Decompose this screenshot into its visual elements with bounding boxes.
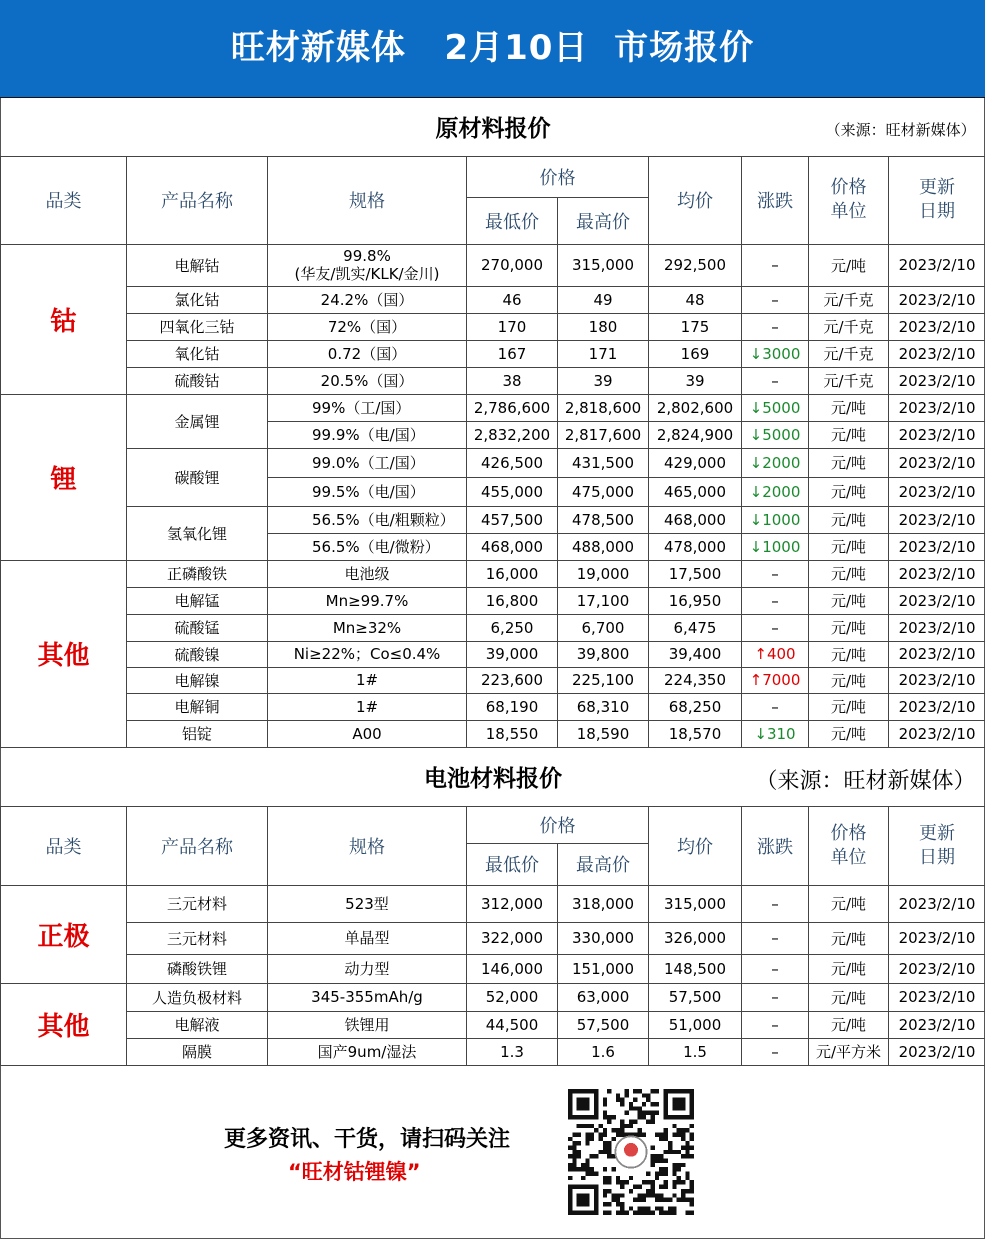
max-price: 57,500 [558,1011,649,1038]
spec-cell: 国产9um/湿法 [268,1038,467,1065]
price-change: – [742,922,809,954]
spec-cell: 1# [268,667,467,693]
update-date: 2023/2/10 [889,885,985,922]
product-name: 氧化钴 [127,340,268,367]
price-unit: 元/平方米 [809,1038,889,1065]
max-price: 315,000 [558,244,649,286]
raw-source: （来源：旺材新媒体） [825,121,976,139]
price-unit: 元/吨 [809,922,889,954]
min-price: 455,000 [467,477,558,506]
min-price: 468,000 [467,533,558,560]
table-row [1,286,985,313]
spec-cell: 铁锂用 [268,1011,467,1038]
avg-price: 48 [649,286,742,313]
avg-price: 169 [649,340,742,367]
header-category: 品类 [1,156,127,244]
price-unit: 元/吨 [809,448,889,477]
min-price: 38 [467,367,558,394]
spec-cell: A00 [268,720,467,747]
price-change: – [742,983,809,1011]
max-price: 318,000 [558,885,649,922]
price-unit: 元/千克 [809,367,889,394]
max-price: 225,100 [558,667,649,693]
avg-price: 468,000 [649,506,742,533]
min-price: 39,000 [467,641,558,667]
table-row [1,954,985,983]
update-date: 2023/2/10 [889,587,985,614]
price-change: – [742,1011,809,1038]
update-date: 2023/2/10 [889,506,985,533]
update-date: 2023/2/10 [889,367,985,394]
product-name: 氢氧化锂 [127,506,268,560]
header-change: 涨跌 [742,806,809,885]
product-name: 碳酸锂 [127,448,268,506]
header-price: 价格 [467,156,649,197]
update-date: 2023/2/10 [889,667,985,693]
update-date: 2023/2/10 [889,560,985,587]
min-price: 426,500 [467,448,558,477]
min-price: 223,600 [467,667,558,693]
max-price: 68,310 [558,693,649,720]
price-unit: 元/千克 [809,340,889,367]
battery-source: （来源：旺材新媒体） [755,769,976,794]
header-max: 最高价 [558,843,649,885]
min-price: 322,000 [467,922,558,954]
price-unit: 元/吨 [809,885,889,922]
spec-cell: 99.0%（工/国） [268,448,467,477]
price-unit: 元/吨 [809,983,889,1011]
price-change: ↓5000 [742,421,809,448]
spec-cell: 99%（工/国） [268,394,467,421]
product-name: 氯化钴 [127,286,268,313]
table-row [1,922,985,954]
update-date: 2023/2/10 [889,340,985,367]
category-label: 其他 [1,560,127,747]
table-row [1,587,985,614]
price-unit: 元/吨 [809,587,889,614]
header-spec: 规格 [268,156,467,244]
price-change: – [742,367,809,394]
spec-cell: 72%（国） [268,313,467,340]
min-price: 270,000 [467,244,558,286]
price-change: ↑400 [742,641,809,667]
header-max: 最高价 [558,197,649,244]
spec-cell: 0.72（国） [268,340,467,367]
max-price: 2,818,600 [558,394,649,421]
price-change: ↓5000 [742,394,809,421]
header-avg: 均价 [649,806,742,885]
min-price: 52,000 [467,983,558,1011]
avg-price: 57,500 [649,983,742,1011]
update-date: 2023/2/10 [889,641,985,667]
avg-price: 429,000 [649,448,742,477]
table-row [1,313,985,340]
update-date: 2023/2/10 [889,394,985,421]
battery-section-title: 电池材料报价 [424,765,563,792]
max-price: 17,100 [558,587,649,614]
price-unit: 元/吨 [809,641,889,667]
price-change: – [742,560,809,587]
price-unit: 元/吨 [809,477,889,506]
page-title: 旺材新媒体 2月10日 市场报价 [230,28,755,68]
avg-price: 39,400 [649,641,742,667]
product-name: 三元材料 [127,885,268,922]
product-name: 隔膜 [127,1038,268,1065]
price-unit: 元/吨 [809,560,889,587]
table-row [1,1038,985,1065]
avg-price: 315,000 [649,885,742,922]
min-price: 16,000 [467,560,558,587]
max-price: 49 [558,286,649,313]
category-label: 其他 [1,983,127,1065]
avg-price: 1.5 [649,1038,742,1065]
spec-cell: 345-355mAh/g [268,983,467,1011]
table-row [1,983,985,1011]
min-price: 18,550 [467,720,558,747]
max-price: 39 [558,367,649,394]
min-price: 1.3 [467,1038,558,1065]
update-date: 2023/2/10 [889,533,985,560]
raw-material-table [0,97,985,748]
price-change: – [742,587,809,614]
update-date: 2023/2/10 [889,614,985,641]
price-unit: 元/吨 [809,244,889,286]
product-name: 电解液 [127,1011,268,1038]
avg-price: 224,350 [649,667,742,693]
price-change: ↓3000 [742,340,809,367]
price-change: – [742,885,809,922]
price-change: – [742,313,809,340]
avg-price: 17,500 [649,560,742,587]
product-name: 硫酸镍 [127,641,268,667]
table-row [1,560,985,587]
header-spec: 规格 [268,806,467,885]
table-row [1,244,985,286]
header-bar [0,0,985,98]
min-price: 167 [467,340,558,367]
min-price: 2,786,600 [467,394,558,421]
update-date: 2023/2/10 [889,922,985,954]
update-date: 2023/2/10 [889,244,985,286]
table-row [1,667,985,693]
spec-cell: 99.9%（电/国） [268,421,467,448]
max-price: 39,800 [558,641,649,667]
avg-price: 39 [649,367,742,394]
product-name: 铝锭 [127,720,268,747]
max-price: 2,817,600 [558,421,649,448]
table-row [1,340,985,367]
price-unit: 元/吨 [809,720,889,747]
price-change: ↓2000 [742,448,809,477]
update-date: 2023/2/10 [889,720,985,747]
category-label: 锂 [1,394,127,560]
min-price: 44,500 [467,1011,558,1038]
price-unit: 元/吨 [809,533,889,560]
price-change: ↑7000 [742,667,809,693]
spec-cell: Mn≥32% [268,614,467,641]
header-product: 产品名称 [127,806,268,885]
max-price: 431,500 [558,448,649,477]
header-product: 产品名称 [127,156,268,244]
avg-price: 148,500 [649,954,742,983]
price-unit: 元/吨 [809,394,889,421]
spec-cell: 动力型 [268,954,467,983]
product-name: 磷酸铁锂 [127,954,268,983]
footer-account-name: “旺材钴锂镍” [288,1160,421,1184]
price-unit: 元/吨 [809,1011,889,1038]
header-change: 涨跌 [742,156,809,244]
update-date: 2023/2/10 [889,1038,985,1065]
min-price: 68,190 [467,693,558,720]
header-unit: 价格 单位 [809,156,889,244]
spec-cell: 20.5%（国） [268,367,467,394]
avg-price: 326,000 [649,922,742,954]
max-price: 330,000 [558,922,649,954]
raw-section-title: 原材料报价 [435,115,551,142]
spec-cell: 电池级 [268,560,467,587]
spec-cell: 99.5%（电/国） [268,477,467,506]
spec-cell: 99.8% (华友/凯实/KLK/金川) [268,244,467,286]
avg-price: 6,475 [649,614,742,641]
max-price: 488,000 [558,533,649,560]
header-min: 最低价 [467,843,558,885]
header-category: 品类 [1,806,127,885]
price-change: ↓1000 [742,506,809,533]
raw-section-title-cell [1,97,985,156]
table-row [1,720,985,747]
avg-price: 478,000 [649,533,742,560]
category-label: 正极 [1,885,127,983]
max-price: 1.6 [558,1038,649,1065]
table-row [1,394,985,421]
table-row [1,641,985,667]
product-name: 三元材料 [127,922,268,954]
avg-price: 68,250 [649,693,742,720]
price-unit: 元/吨 [809,667,889,693]
spec-cell: 56.5%（电/粗颗粒） [268,506,467,533]
price-unit: 元/吨 [809,693,889,720]
update-date: 2023/2/10 [889,477,985,506]
table-row [1,885,985,922]
spec-cell: 24.2%（国） [268,286,467,313]
price-change: – [742,693,809,720]
min-price: 2,832,200 [467,421,558,448]
price-change: ↓310 [742,720,809,747]
price-change: – [742,1038,809,1065]
min-price: 457,500 [467,506,558,533]
spec-cell: Mn≥99.7% [268,587,467,614]
product-name: 金属锂 [127,394,268,448]
update-date: 2023/2/10 [889,448,985,477]
max-price: 6,700 [558,614,649,641]
category-label: 钴 [1,244,127,394]
max-price: 475,000 [558,477,649,506]
price-change: ↓2000 [742,477,809,506]
avg-price: 175 [649,313,742,340]
product-name: 电解铜 [127,693,268,720]
table-row [1,448,985,477]
avg-price: 465,000 [649,477,742,506]
min-price: 46 [467,286,558,313]
max-price: 180 [558,313,649,340]
price-unit: 元/吨 [809,506,889,533]
update-date: 2023/2/10 [889,983,985,1011]
header-unit: 价格 单位 [809,806,889,885]
spec-cell: 523型 [268,885,467,922]
min-price: 146,000 [467,954,558,983]
update-date: 2023/2/10 [889,421,985,448]
spec-cell: 1# [268,693,467,720]
header-min: 最低价 [467,197,558,244]
spec-cell: 单晶型 [268,922,467,954]
table-row [1,1011,985,1038]
price-unit: 元/吨 [809,421,889,448]
header-avg: 均价 [649,156,742,244]
product-name: 电解锰 [127,587,268,614]
max-price: 19,000 [558,560,649,587]
price-unit: 元/吨 [809,954,889,983]
max-price: 18,590 [558,720,649,747]
avg-price: 2,802,600 [649,394,742,421]
max-price: 478,500 [558,506,649,533]
update-date: 2023/2/10 [889,313,985,340]
min-price: 6,250 [467,614,558,641]
price-change: – [742,614,809,641]
spec-cell: 56.5%（电/微粉） [268,533,467,560]
price-change: – [742,954,809,983]
spec-cell: Ni≥22%；Co≤0.4% [268,641,467,667]
header-date: 更新 日期 [889,156,985,244]
table-row [1,693,985,720]
product-name: 硫酸锰 [127,614,268,641]
max-price: 171 [558,340,649,367]
avg-price: 292,500 [649,244,742,286]
price-unit: 元/吨 [809,614,889,641]
update-date: 2023/2/10 [889,693,985,720]
product-name: 人造负极材料 [127,983,268,1011]
update-date: 2023/2/10 [889,954,985,983]
product-name: 硫酸钴 [127,367,268,394]
battery-section-title-cell [1,747,985,806]
max-price: 151,000 [558,954,649,983]
price-change: ↓1000 [742,533,809,560]
product-name: 电解镍 [127,667,268,693]
update-date: 2023/2/10 [889,1011,985,1038]
price-unit: 元/千克 [809,313,889,340]
price-change: – [742,286,809,313]
footer-cta-text: 更多资讯、干货，请扫码关注 [224,1127,511,1152]
header-date: 更新 日期 [889,806,985,885]
max-price: 63,000 [558,983,649,1011]
price-change: – [742,244,809,286]
avg-price: 2,824,900 [649,421,742,448]
table-row [1,614,985,641]
min-price: 170 [467,313,558,340]
table-row [1,367,985,394]
update-date: 2023/2/10 [889,286,985,313]
qr-code-icon [568,1086,694,1218]
avg-price: 18,570 [649,720,742,747]
avg-price: 51,000 [649,1011,742,1038]
price-unit: 元/千克 [809,286,889,313]
header-price: 价格 [467,806,649,843]
min-price: 312,000 [467,885,558,922]
table-row [1,506,985,533]
product-name: 四氧化三钴 [127,313,268,340]
product-name: 正磷酸铁 [127,560,268,587]
battery-material-table [0,747,985,1066]
min-price: 16,800 [467,587,558,614]
avg-price: 16,950 [649,587,742,614]
product-name: 电解钴 [127,244,268,286]
